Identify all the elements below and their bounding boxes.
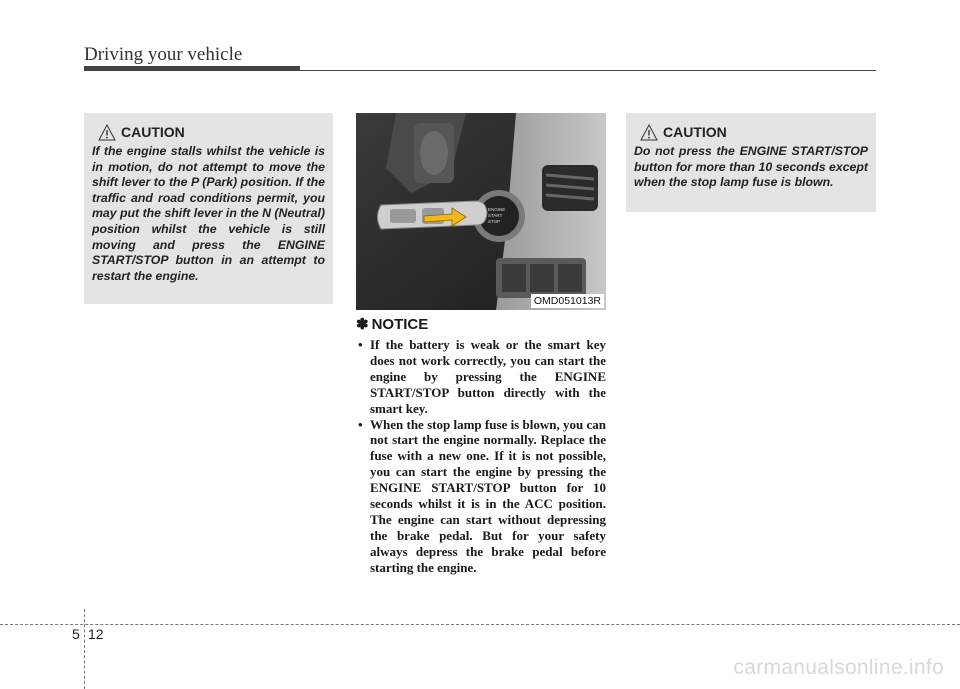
dashboard-photo xyxy=(356,113,606,310)
air-vent xyxy=(542,165,598,211)
chapter-number: 5 xyxy=(72,626,80,642)
button-label-line-3: STOP xyxy=(488,219,501,224)
warning-triangle-icon xyxy=(98,124,116,141)
caution-box-press-duration xyxy=(626,113,876,212)
notice-item-weak-battery: • If the battery is weak or the smart key does not work correctly, you can start the engine by pressing the ENGINE START/STOP button directly with the smart key. xyxy=(356,337,606,417)
notice-section xyxy=(356,315,606,576)
warning-triangle-icon xyxy=(640,124,658,141)
header-rule-thick xyxy=(84,66,300,71)
caution-title: CAUTION xyxy=(663,124,727,140)
button-label-line-1: ENGINE xyxy=(488,207,506,212)
notice-list xyxy=(356,337,606,576)
figure-caption: OMD051013R xyxy=(531,294,604,308)
watermark-text: carmanualsonline.info xyxy=(733,656,944,679)
caution-title: CAUTION xyxy=(121,124,185,140)
footer-dashed-line xyxy=(0,624,960,625)
notice-symbol-icon: ✽ xyxy=(356,316,369,333)
caution-box-stall xyxy=(84,113,333,304)
start-button-illustration xyxy=(356,113,606,310)
button-label-line-2: START xyxy=(488,213,503,218)
notice-title: NOTICE xyxy=(371,315,429,333)
footer-dashed-divider xyxy=(84,609,85,689)
header-rule-thin xyxy=(300,70,876,71)
page-header-title: Driving your vehicle xyxy=(84,44,243,65)
caution-header xyxy=(640,123,868,141)
caution-text: Do not press the ENGINE START/STOP button for more than 10 seconds except when the stop lamp fuse is blown. xyxy=(634,144,868,190)
caution-text: If the engine stalls whilst the vehicle is in motion, do not attempt to move the shift lever to the P (Park) position. If the traffic and road conditions permit, you may put the shift lever in the N (Neutral) position whilst the vehicle is still moving and press the ENGINE START/STOP button in an attempt to restart the engine. xyxy=(92,144,325,283)
notice-heading xyxy=(356,315,606,333)
notice-item-stop-lamp-fuse: • When the stop lamp fuse is blown, you can not start the engine normally. Replace the fuse with a new one. If it is not possible, you can start the engine by pressing the ENGINE START/STOP button for 10 seconds whilst it is in the ACC position. The engine can start without depressing the brake pedal. But for your safety always depress the brake pedal before starting the engine. xyxy=(356,417,606,576)
smart-key xyxy=(378,201,488,229)
caution-header xyxy=(98,123,325,141)
page-number: 12 xyxy=(88,626,104,642)
